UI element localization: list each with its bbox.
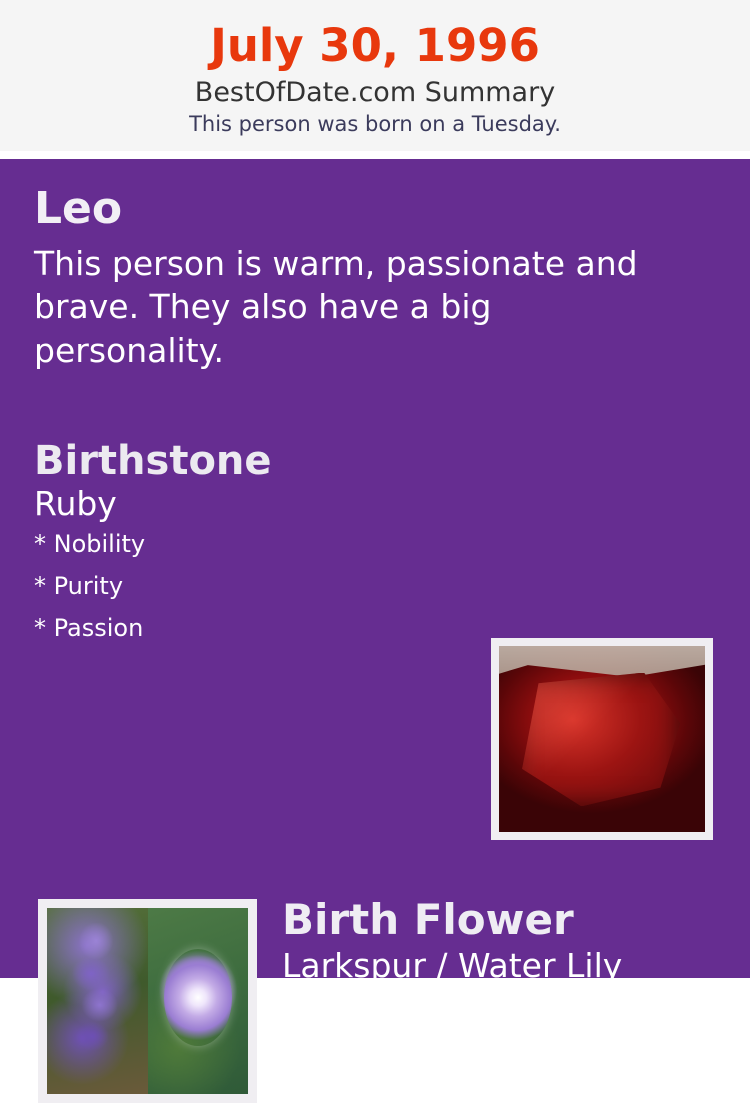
birthflower-name: Larkspur / Water Lily [282, 945, 623, 985]
birthflower-trait: * Dignity [286, 1037, 392, 1066]
birthstone-trait: * Nobility [34, 530, 146, 559]
birthstone-trait: * Passion [34, 614, 144, 643]
flower-photo-pair [47, 908, 248, 1094]
birthstone-section [34, 439, 464, 658]
birthflower-section [282, 897, 722, 1081]
details-panel [0, 159, 750, 1066]
zodiac-description: This person is warm, passionate and brave. They also have a big personality. [34, 243, 638, 370]
water-lily-icon [148, 908, 249, 1094]
larkspur-icon [47, 908, 148, 1094]
birthflower-title: Birth Flower [282, 895, 574, 945]
birthstone-trait: * Purity [34, 572, 124, 601]
site-summary-label: BestOfDate.com Summary [194, 77, 556, 109]
page-title: July 30, 1996 [210, 19, 540, 72]
birthflower-image [38, 899, 257, 1103]
birthstone-image [491, 638, 713, 840]
zodiac-sign-title: Leo [34, 183, 123, 235]
birthstone-name: Ruby [34, 484, 117, 524]
ruby-icon [499, 646, 705, 832]
birth-day-note: This person was born on a Tuesday. [189, 112, 561, 137]
header-divider [0, 151, 750, 159]
birthflower-trait: * Positivity [286, 995, 414, 1024]
birthstone-title: Birthstone [34, 438, 272, 485]
card-header [0, 0, 750, 151]
